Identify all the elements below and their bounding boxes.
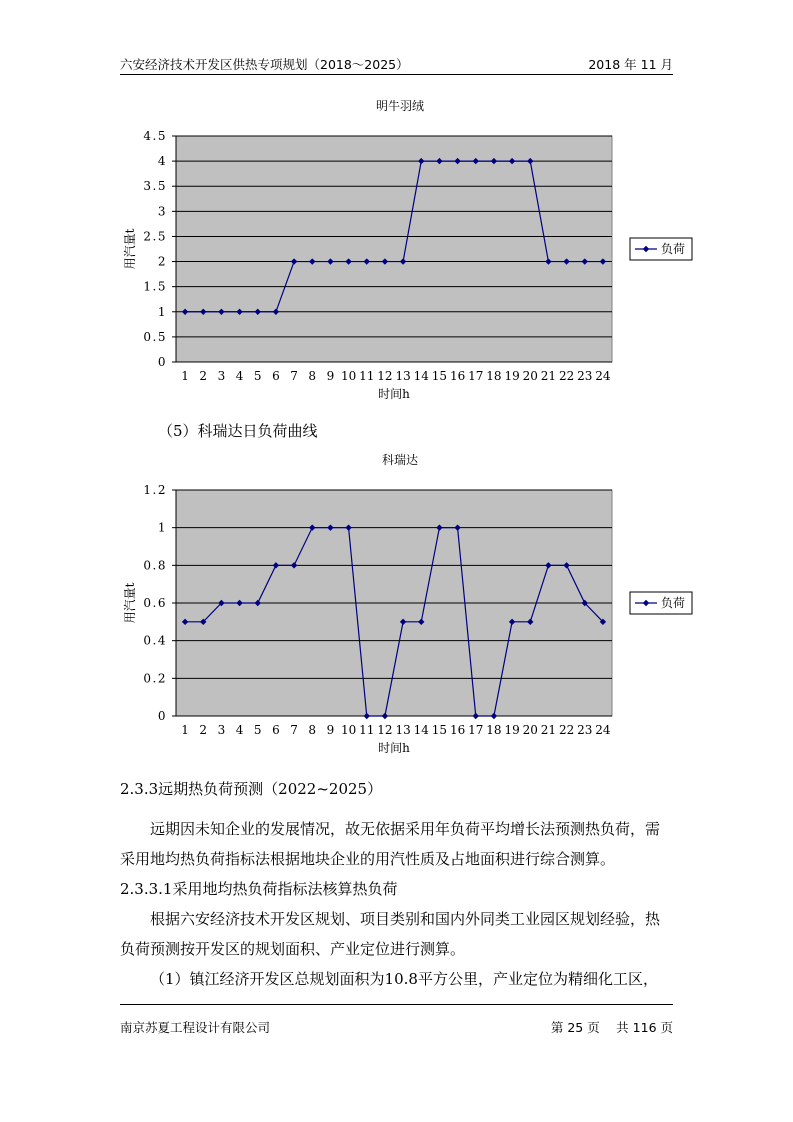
c2-xtick-label: 15 (431, 723, 448, 737)
c2-xtick-label: 19 (504, 723, 520, 737)
c2-xtick-label: 6 (272, 723, 280, 737)
c1-legend-label: 负荷 (661, 242, 686, 256)
c2-xtick-label: 16 (449, 723, 466, 737)
c2-ytick-label: 0.4 (143, 633, 167, 648)
c2-xtick-label: 7 (290, 723, 298, 737)
c1-xtick-label: 6 (272, 369, 280, 383)
c2-xtick-label: 20 (522, 723, 538, 737)
c2-xtick-label: 8 (308, 723, 317, 737)
c1-ytick-label: 0.5 (143, 329, 167, 344)
c2-xtick-label: 17 (468, 723, 484, 737)
c1-xtick-label: 7 (290, 369, 298, 383)
c2-xtick-label: 14 (413, 723, 429, 737)
c2-ytick-label: 0 (157, 709, 167, 723)
c2-legend-label: 负荷 (661, 596, 686, 610)
c1-xtick-label: 22 (558, 369, 575, 383)
c1-ytick-label: 1 (157, 304, 167, 319)
c1-xtick-label: 23 (577, 369, 593, 383)
c2-xtick-label: 2 (199, 723, 208, 737)
section-title: 2.3.3远期热负荷预测（2022~2025） (120, 780, 383, 798)
c2-xtick-label: 3 (217, 723, 226, 737)
c2-xtick-label: 5 (253, 723, 262, 737)
header-title: 六安经济技术开发区供热专项规划（2018～2025） (120, 57, 409, 72)
c1-xtick-label: 12 (377, 369, 393, 383)
c1-xtick-label: 8 (308, 369, 317, 383)
c2-ytick-label: 0.6 (143, 596, 167, 610)
c1-xtick-label: 10 (340, 369, 357, 383)
c1-xtick-label: 11 (359, 369, 375, 383)
c2-ytick-label: 0.8 (143, 558, 167, 573)
c1-xtick-label: 4 (235, 369, 244, 383)
c2-xtick-label: 22 (558, 723, 575, 737)
c1-xtick-label: 1 (181, 369, 189, 383)
c1-xlabel: 时间h (378, 387, 410, 401)
c2-ytick-label: 1 (157, 520, 167, 535)
c1-xtick-label: 16 (449, 369, 466, 383)
c1-legend (630, 238, 692, 260)
c1-xtick-label: 5 (253, 369, 262, 383)
header-date: 2018 年 11 月 (588, 57, 673, 72)
c2-xlabel: 时间h (378, 741, 410, 755)
footer-page: 第 25 页 共 116 页 (550, 1020, 673, 1035)
c1-xtick-label: 2 (199, 369, 208, 383)
footer-rule (120, 1004, 673, 1005)
c2-xtick-label: 24 (595, 723, 611, 737)
c1-ytick-label: 4.5 (143, 129, 167, 143)
c1-xtick-label: 14 (413, 369, 429, 383)
c1-xtick-label: 24 (595, 369, 611, 383)
paragraph-1: 远期因未知企业的发展情况，故无依据采用年负荷平均增长法预测热负荷，需采用地均热负荷指标法根据地块企业的用汽性质及占地面积进行综合测算。 (120, 820, 661, 868)
c2-ylabel: 用汽量t (123, 582, 137, 624)
c1-xtick-label: 17 (468, 369, 484, 383)
c2-xtick-label: 4 (235, 723, 244, 737)
c1-ytick-label: 3.5 (143, 179, 167, 194)
c1-xtick-label: 9 (326, 369, 335, 383)
c1-ylabel: 用汽量t (123, 228, 137, 270)
c2-xtick-label: 1 (181, 723, 189, 737)
c1-ytick-label: 0 (157, 355, 167, 369)
c1-xtick-label: 15 (431, 369, 448, 383)
c2-xtick-label: 23 (577, 723, 593, 737)
c2-xtick-label: 11 (359, 723, 375, 737)
chart-2 (120, 446, 686, 766)
paragraph-3: （1）镇江经济开发区总规划面积为10.8平方公里，产业定位为精细化工区， (150, 970, 658, 988)
subsection-title: 2.3.3.1采用地均热负荷指标法核算热负荷 (120, 880, 398, 898)
c2-xtick-label: 18 (486, 723, 502, 737)
c1-xtick-label: 13 (395, 369, 411, 383)
c1-ytick-label: 4 (157, 154, 167, 169)
c1-xtick-label: 18 (486, 369, 502, 383)
c1-xtick-label: 19 (504, 369, 520, 383)
c1-ytick-label: 2 (157, 254, 167, 269)
footer-company: 南京苏夏工程设计有限公司 (120, 1020, 271, 1035)
c1-ytick-label: 2.5 (143, 229, 167, 244)
c1-ytick-label: 1.5 (143, 279, 167, 294)
header-rule (120, 74, 673, 75)
c2-xtick-label: 10 (340, 723, 357, 737)
c2-xtick-label: 21 (540, 723, 557, 737)
c2-xtick-label: 9 (326, 723, 335, 737)
c2-legend (630, 592, 692, 614)
c2-ytick-label: 1.2 (143, 483, 167, 497)
c1-xtick-label: 20 (522, 369, 538, 383)
c2-ytick-label: 0.2 (143, 671, 167, 686)
c1-xtick-label: 3 (217, 369, 226, 383)
c1-title: 明牛羽绒 (375, 99, 425, 113)
chart-1 (120, 92, 686, 412)
paragraph-2: 根据六安经济技术开发区规划、项目类别和国内外同类工业园区规划经验，热负荷预测按开发区的规划面积、产业定位进行测算。 (120, 910, 661, 958)
c2-title: 科瑞达 (381, 453, 419, 467)
c1-xtick-label: 21 (540, 369, 557, 383)
c2-xtick-label: 12 (377, 723, 393, 737)
caption-5: （5）科瑞达日负荷曲线 (158, 422, 318, 440)
c2-xtick-label: 13 (395, 723, 411, 737)
c1-ytick-label: 3 (157, 204, 167, 219)
